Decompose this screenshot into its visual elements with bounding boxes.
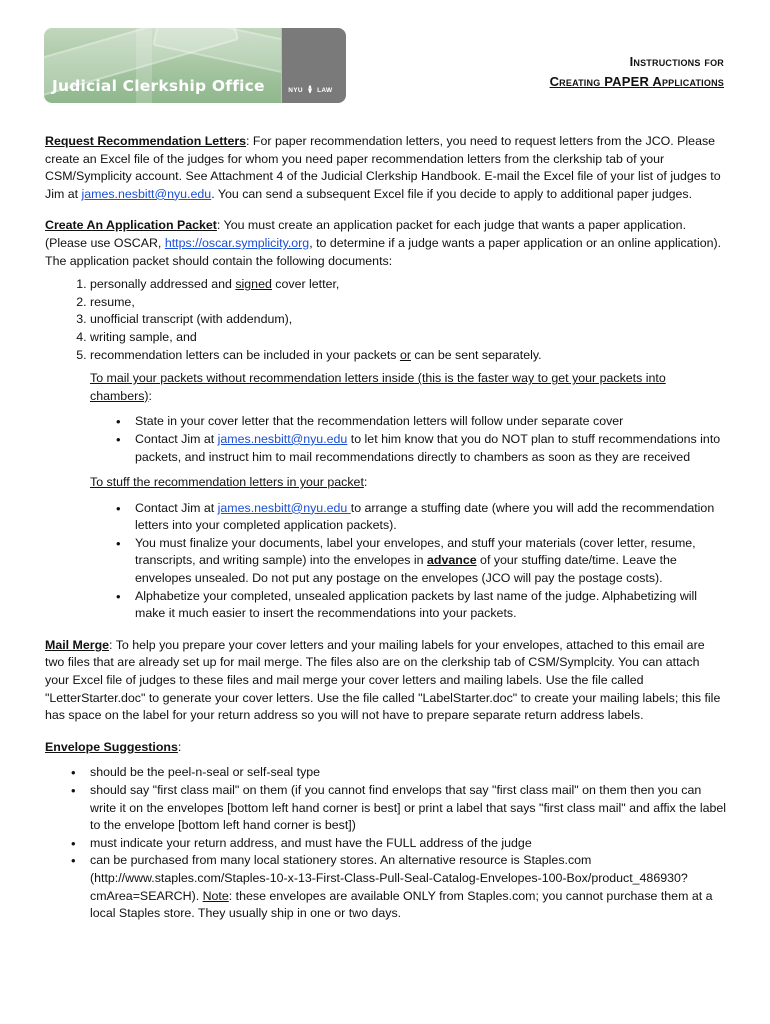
list-item: • should say "first class mail" on them (if you cannot find envelops that say "first class mail" on them then you can write it on the envelopes [bottom left hand corner is best] or print a label that says "first class mail" and affix the label to the envelope [bottom left hand corner is best]) xyxy=(90,782,727,835)
section-heading: Request Recommendation Letters xyxy=(45,134,247,148)
envelope-list xyxy=(45,764,727,922)
list-item xyxy=(90,852,727,922)
subsection-heading xyxy=(90,370,727,405)
list-item: 4. writing sample, and xyxy=(90,329,727,347)
stuff-letters-block xyxy=(90,474,727,492)
mail-without-letters-block xyxy=(90,370,727,405)
item-text: of your stuffing date/time. Leave the envelopes unsealed. Do not put any postage on the envelopes (JCO will pay the postage costs). xyxy=(135,553,677,586)
list-item xyxy=(135,431,727,466)
list-item: 3. unofficial transcript (with addendum), xyxy=(90,311,727,329)
email-link[interactable]: james.nesbitt@nyu.edu xyxy=(217,431,348,446)
list-item xyxy=(135,535,727,588)
item-emphasis: or xyxy=(399,347,411,362)
subsection-heading-text: To stuff the recommendation letters in your packet xyxy=(90,475,364,490)
document-body xyxy=(45,133,727,937)
banner-photo xyxy=(44,28,281,103)
email-link[interactable]: james.nesbitt@nyu.edu xyxy=(81,186,212,201)
banner-title: Judicial Clerkship Office xyxy=(52,77,265,96)
merge-paragraph xyxy=(45,637,727,725)
oscar-link[interactable]: https://oscar.symplicity.org xyxy=(164,235,310,250)
item-text: can be sent separately. xyxy=(410,347,542,362)
list-item: 2. resume, xyxy=(90,294,727,312)
email-link[interactable]: james.nesbitt@nyu.edu xyxy=(217,500,351,515)
heading-colon: : xyxy=(148,388,152,403)
item-text: cover letter, xyxy=(271,277,340,292)
paragraph-text: : To help you prepare your cover letters and your mailing labels for your envelopes, attached to this email are two files that are already set up for mail merge. The files also are on the clerkship tab of CSM/Symplcity. You can attach your Excel file of judges to these files and mail merge your cover letters and mailing labels. Use the file called "LetterStarter.doc" to generate your cover letters. Use the file called "LabelStarter.doc" to create your mailing labels; this file has space on the label for your return address so you will not have to prepare separate return address labels. xyxy=(45,637,721,723)
subsection-heading xyxy=(90,474,727,492)
mail-without-letters-list xyxy=(45,413,727,466)
title-line-1: Instructions for xyxy=(629,54,724,69)
list-item xyxy=(135,500,727,535)
heading-colon: : xyxy=(363,475,368,490)
document-title xyxy=(550,52,724,92)
nyu-text: NYU xyxy=(288,87,303,94)
section-heading: Envelope Suggestions xyxy=(45,739,178,754)
item-emphasis: signed xyxy=(235,277,272,292)
paragraph-text: , to determine if a judge wants a paper application or an online application). The application packet should contain the following documents: xyxy=(45,235,722,268)
subsection-heading-text: To mail your packets without recommendation letters inside (this is the faster way to get your packets into chambers) xyxy=(90,371,666,403)
header-banner xyxy=(44,28,346,103)
item-emphasis: Note xyxy=(202,888,229,903)
item-text: : these envelopes are available ONLY from Staples.com; you cannot purchase them at a local Staples store. They usually ship in one or two days. xyxy=(90,888,713,921)
packet-documents-list xyxy=(45,276,727,364)
item-text: to let him know that you do NOT plan to stuff recommendations into packets, and instruct him to mail recommendations directly to chambers as soon as they are received xyxy=(135,431,721,464)
title-line-2: Creating PAPER Applications xyxy=(549,74,724,89)
law-text: LAW xyxy=(317,87,333,94)
section-mail-merge xyxy=(45,637,727,725)
item-text: personally addressed and xyxy=(90,277,236,292)
item-emphasis: advance xyxy=(427,553,477,568)
heading-colon: : xyxy=(177,739,182,754)
item-text: to arrange a stuffing date (where you will add the recommendation letters into your completed application packets). xyxy=(135,500,715,533)
request-paragraph xyxy=(45,133,727,203)
item-text: You must finalize your documents, label your envelopes, and stuff your materials (cover letter, resume, transcripts, and writing sample) into the envelopes in xyxy=(135,535,696,568)
packet-paragraph xyxy=(45,217,727,270)
item-text: recommendation letters can be included in your packets xyxy=(90,347,400,362)
stuff-letters-list xyxy=(45,500,727,623)
item-text: can be purchased from many local stationery stores. An alternative resource is Staples.com (http://www.staples.com/Staples-10-x-13-First-Class-Pull-Seal-Catalog-Envelopes-100-Box/product_486930?cmArea=SEARCH). xyxy=(90,853,688,903)
item-text: Contact Jim at xyxy=(135,500,218,515)
section-envelope-suggestions xyxy=(45,739,727,923)
list-item: • State in your cover letter that the recommendation letters will follow under separate cover xyxy=(135,413,727,431)
paragraph-text: : You must create an application packet for each judge that wants a paper application. (Please use OSCAR, xyxy=(45,218,687,250)
list-item: • Alphabetize your completed, unsealed application packets by last name of the judge. Alphabetizing will make it much easier to insert the recommendations into your packets. xyxy=(135,588,727,623)
list-item: • must indicate your return address, and must have the FULL address of the judge xyxy=(90,835,727,853)
section-request-letters xyxy=(45,133,727,203)
list-item xyxy=(90,347,727,365)
list-item: • should be the peel-n-seal or self-seal type xyxy=(90,764,727,782)
paragraph-text: : For paper recommendation letters, you need to request letters from the JCO. Please create an Excel file of the judges for whom you need paper recommendation letters from the clerkship tab of your CSM/Symplicity account. See Attachment 4 of the Judicial Clerkship Handbook. E-mail the Excel file of your list of judges to Jim at xyxy=(45,134,721,201)
nyu-law-logo xyxy=(288,82,332,100)
item-text: Contact Jim at xyxy=(135,431,218,446)
paragraph-text: . You can send a subsequent Excel file if you decide to apply to additional paper judges. xyxy=(211,186,693,201)
list-item xyxy=(90,276,727,294)
envelope-heading xyxy=(45,739,727,757)
torch-icon xyxy=(307,85,313,93)
section-heading: Mail Merge xyxy=(45,637,110,652)
section-heading: Create An Application Packet xyxy=(45,218,217,233)
section-application-packet xyxy=(45,217,727,622)
nyu-law-logo-panel xyxy=(281,28,346,103)
